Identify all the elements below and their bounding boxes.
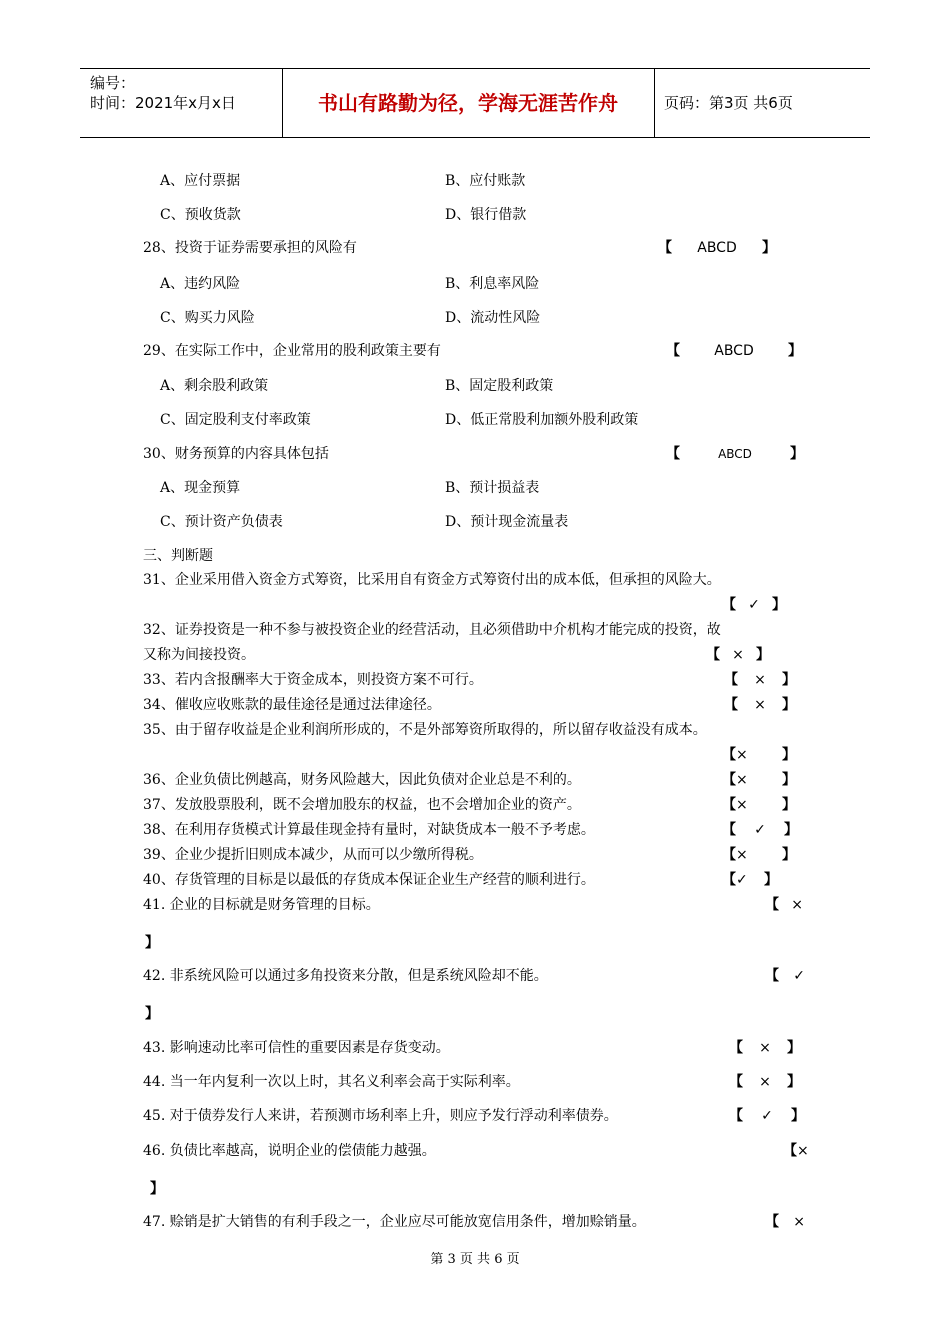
option-b: B、应付账款 (445, 173, 526, 189)
answer-bracket-41-open: 【 × (765, 897, 803, 913)
page-header (80, 68, 870, 138)
answer-bracket-43: 【 × 】 (729, 1040, 801, 1056)
number-label: 编号： (90, 74, 136, 92)
answer-mark: ✓ (761, 1108, 773, 1124)
option-a: A、违约风险 (160, 276, 241, 292)
answer-mark: ✓ (754, 822, 766, 838)
answer-28: ABCD (697, 240, 737, 256)
option-b: B、预计损益表 (445, 480, 540, 496)
answer-mark: × (736, 747, 748, 763)
answer-bracket-31: 【 ✓ 】 (722, 597, 786, 613)
answer-bracket-37: 【× 】 (722, 797, 796, 813)
answer-mark: × (797, 1143, 809, 1159)
header-page-label: 页码：第3页 共6页 (664, 94, 793, 112)
judge-40: 40、存货管理的目标是以最低的存货成本保证企业生产经营的顺利进行。 (143, 872, 595, 888)
time-label: 时间：2021年x月x日 (90, 94, 236, 112)
answer-mark: × (736, 797, 748, 813)
judge-35: 35、由于留存收益是企业利润所形成的，不是外部筹资所取得的，所以留存收益没有成本。 (143, 722, 707, 738)
option-d: D、流动性风险 (445, 310, 541, 326)
header-motto: 书山有路勤为径，学海无涯苦作舟 (318, 91, 618, 115)
section-heading: 三、判断题 (143, 548, 213, 564)
answer-bracket-38: 【 ✓ 】 (722, 822, 798, 838)
answer-bracket-46-open: 【× (783, 1143, 809, 1159)
answer-bracket-32: 【 × 】 (706, 647, 770, 663)
answer-30: ABCD (718, 447, 752, 461)
header-divider (654, 69, 655, 137)
judge-33: 33、若内含报酬率大于资金成本，则投资方案不可行。 (143, 672, 483, 688)
judge-46: 46. 负债比率越高，说明企业的偿债能力越强。 (143, 1143, 436, 1159)
answer-bracket-29 (666, 342, 802, 360)
answer-mark: × (759, 1074, 771, 1090)
answer-mark: × (754, 672, 766, 688)
option-c: C、固定股利支付率政策 (160, 412, 311, 428)
answer-bracket-33: 【 × 】 (724, 672, 796, 688)
answer-mark: × (736, 847, 748, 863)
answer-mark: ✓ (793, 968, 805, 984)
option-b: B、利息率风险 (445, 276, 540, 292)
question-30: 30、财务预算的内容具体包括 (143, 446, 329, 462)
judge-45: 45. 对于债券发行人来讲，若预测市场利率上升，则应予发行浮动利率债券。 (143, 1108, 618, 1124)
option-d: D、银行借款 (445, 207, 527, 223)
answer-bracket-40: 【✓ 】 (722, 872, 778, 888)
option-c: C、预收货款 (160, 207, 241, 223)
bracket-open: 【 (658, 240, 672, 256)
answer-bracket-44: 【 × 】 (729, 1074, 801, 1090)
answer-mark: × (793, 1214, 805, 1230)
option-c: C、购买力风险 (160, 310, 255, 326)
answer-mark: × (754, 697, 766, 713)
answer-bracket-42-open: 【 ✓ (765, 968, 805, 984)
judge-34: 34、催收应收账款的最佳途径是通过法律途径。 (143, 697, 441, 713)
judge-43: 43. 影响速动比率可信性的重要因素是存货变动。 (143, 1040, 450, 1056)
bracket-open: 【 (666, 343, 680, 359)
answer-bracket-34: 【 × 】 (724, 697, 796, 713)
option-b: B、固定股利政策 (445, 378, 554, 394)
answer-bracket-41-close: 】 (145, 935, 159, 951)
judge-41: 41. 企业的目标就是财务管理的目标。 (143, 897, 380, 913)
answer-mark: ✓ (736, 872, 748, 888)
option-d: D、预计现金流量表 (445, 514, 569, 530)
option-a: A、应付票据 (160, 173, 241, 189)
judge-38: 38、在利用存货模式计算最佳现金持有量时，对缺货成本一般不予考虑。 (143, 822, 595, 838)
answer-bracket-45: 【 ✓ 】 (729, 1108, 805, 1124)
bracket-close: 】 (790, 446, 804, 462)
judge-31: 31、企业采用借入资金方式筹资，比采用自有资金方式筹资付出的成本低，但承担的风险大。 (143, 572, 721, 588)
answer-bracket-30 (666, 445, 804, 463)
answer-mark: × (759, 1040, 771, 1056)
answer-bracket-36: 【× 】 (722, 772, 796, 788)
judge-42: 42. 非系统风险可以通过多角投资来分散，但是系统风险却不能。 (143, 968, 548, 984)
answer-mark: × (791, 897, 803, 913)
answer-mark: ✓ (748, 597, 760, 613)
judge-32: 32、证券投资是一种不参与被投资企业的经营活动，且必须借助中介机构才能完成的投资，故 (143, 622, 721, 638)
answer-bracket-39: 【× 】 (722, 847, 796, 863)
answer-29: ABCD (714, 343, 754, 359)
bracket-close: 】 (788, 343, 802, 359)
answer-bracket-35: 【× 】 (722, 747, 796, 763)
judge-37: 37、发放股票股利，既不会增加股东的权益，也不会增加企业的资产。 (143, 797, 581, 813)
judge-36: 36、企业负债比例越高，财务风险越大，因此负债对企业总是不利的。 (143, 772, 581, 788)
option-c: C、预计资产负债表 (160, 514, 283, 530)
option-a: A、剩余股利政策 (160, 378, 269, 394)
judge-44: 44. 当一年内复利一次以上时，其名义利率会高于实际利率。 (143, 1074, 520, 1090)
judge-47: 47. 赊销是扩大销售的有利手段之一，企业应尽可能放宽信用条件，增加赊销量。 (143, 1214, 646, 1230)
bracket-close: 】 (762, 240, 776, 256)
header-meta (90, 73, 280, 113)
answer-bracket-42-close: 】 (145, 1006, 159, 1022)
question-28: 28、投资于证券需要承担的风险有 (143, 240, 357, 256)
answer-bracket-47-open: 【 × (765, 1214, 805, 1230)
option-a: A、现金预算 (160, 480, 241, 496)
option-d: D、低正常股利加额外股利政策 (445, 412, 639, 428)
judge-39: 39、企业少提折旧则成本减少，从而可以少缴所得税。 (143, 847, 483, 863)
answer-bracket-46-close: 】 (150, 1181, 164, 1197)
answer-bracket-28 (658, 239, 776, 257)
answer-mark: × (732, 647, 744, 663)
answer-mark: × (736, 772, 748, 788)
question-29: 29、在实际工作中，企业常用的股利政策主要有 (143, 343, 441, 359)
bracket-open: 【 (666, 446, 680, 462)
page-footer: 第 3 页 共 6 页 (430, 1252, 520, 1267)
judge-32-cont: 又称为间接投资。 (143, 647, 255, 663)
